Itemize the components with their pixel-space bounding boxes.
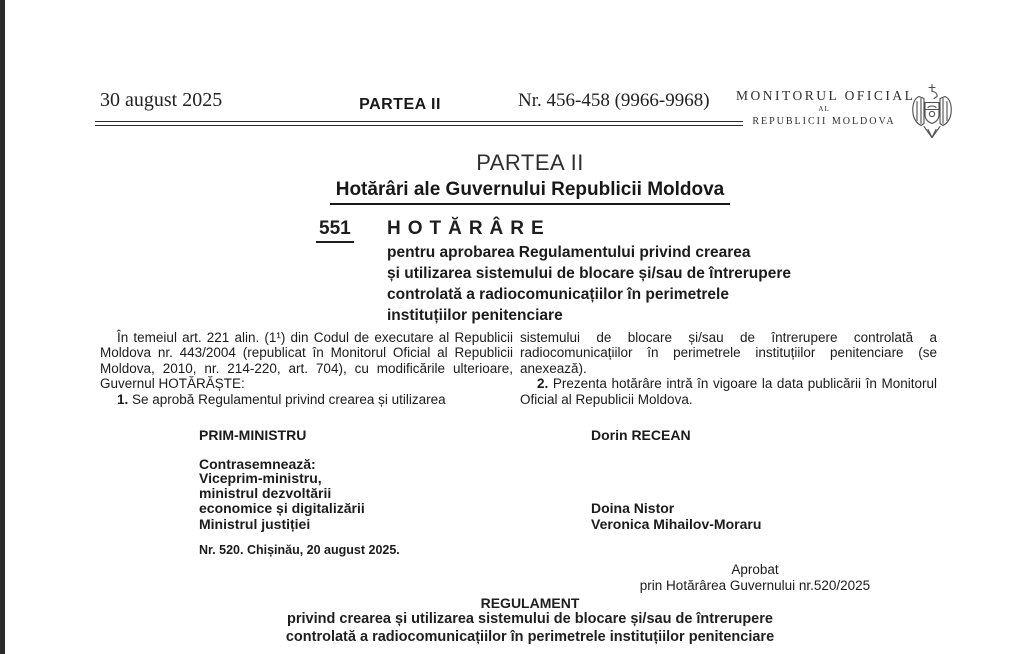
section-subtitle-text: Hotărâri ale Guvernului Republicii Moldova (330, 179, 731, 205)
countersign-grid (199, 471, 819, 532)
countersigner-name (591, 471, 819, 486)
decree-issue-line: Nr. 520. Chișinău, 20 august 2025. (199, 543, 400, 557)
item-2-marker: 2. (537, 376, 549, 392)
body-column-left (100, 330, 513, 407)
decree-title-line: controlată a radiocomunicațiilor în perimetrele (387, 286, 729, 303)
pm-title: PRIM-MINISTRU (199, 427, 307, 443)
brand-connector: AL (818, 105, 830, 113)
approval-note (620, 562, 890, 593)
moldova-coat-of-arms-icon (908, 83, 956, 140)
item-1-continuation: sistemului de blocare și/sau de întrerupere controlată a radiocomunicațiilor în perimetrele instituțiilor penitenciare (se anexează). (520, 330, 937, 376)
countersigner-name: Doina Nistor (591, 500, 675, 517)
brand-subtitle: REPUBLICII MOLDOVA (752, 116, 896, 127)
decree-kind: HOTĂRÂRE (387, 218, 551, 239)
countersigner-title: Viceprim-ministru, (199, 470, 322, 486)
preamble-paragraph: În temeiul art. 221 alin. (1¹) din Codul de executare al Republicii Moldova nr. 443/2004 (republicat în Monitorul Oficial al Republicii Moldova, 2010, nr. 214-220, art. 704), cu modificările ulterioare, Guvernul HOTĂRĂȘTE: (100, 330, 513, 392)
masthead-brand (736, 88, 916, 127)
countersigner-title: Ministrul justiției (199, 515, 311, 532)
countersigner-title: ministrul dezvoltării (199, 485, 332, 502)
masthead-part-label: PARTEA II (359, 96, 441, 113)
section-title: PARTEA II (476, 150, 584, 175)
item-1-text: Se aprobă Regulamentul privind crearea și utilizarea (128, 391, 446, 407)
decree-title-line: și utilizarea sistemului de blocare și/sau de întrerupere (387, 265, 792, 282)
regulation-title (95, 611, 965, 646)
approval-line: prin Hotărârea Guvernului nr.520/2025 (639, 577, 871, 593)
masthead-date: 30 august 2025 (100, 89, 223, 111)
item-2-text: Prezenta hotărâre intră în vigoare la data publicării în Monitorul Oficial al Republicii Moldova. (520, 376, 937, 407)
countersign-label: Contrasemnează: (199, 456, 316, 472)
brand-title: MONITORUL OFICIAL (736, 88, 916, 103)
decree-title-line: instituțiilor penitenciare (387, 307, 563, 324)
masthead-issue-number: Nr. 456-458 (9966-9968) (518, 90, 710, 111)
decree-title (387, 242, 947, 326)
item-2-paragraph (520, 376, 937, 407)
countersigner-title: economice și digitalizării (199, 500, 365, 517)
section-subtitle (95, 179, 965, 205)
regulation-heading: REGULAMENT (480, 595, 580, 611)
regulation-title-line: controlată a radiocomunicațiilor în perimetrele instituțiilor penitenciare (285, 628, 775, 645)
countersigner-name (591, 486, 819, 501)
pm-name: Dorin RECEAN (591, 427, 691, 443)
item-1-paragraph (100, 392, 513, 407)
regulation-title-line: privind crearea și utilizarea sistemului de blocare și/sau de întrerupere (287, 611, 773, 627)
approval-line: Aprobat (731, 562, 779, 577)
decree-number: 551 (316, 218, 354, 243)
countersigner-name: Veronica Mihailov-Moraru (591, 515, 762, 532)
masthead-double-rule (95, 121, 743, 126)
page-left-border (0, 0, 5, 654)
body-column-right (520, 330, 937, 407)
decree-title-line: pentru aprobarea Regulamentului privind crearea (387, 244, 751, 261)
item-1-marker: 1. (117, 391, 129, 407)
